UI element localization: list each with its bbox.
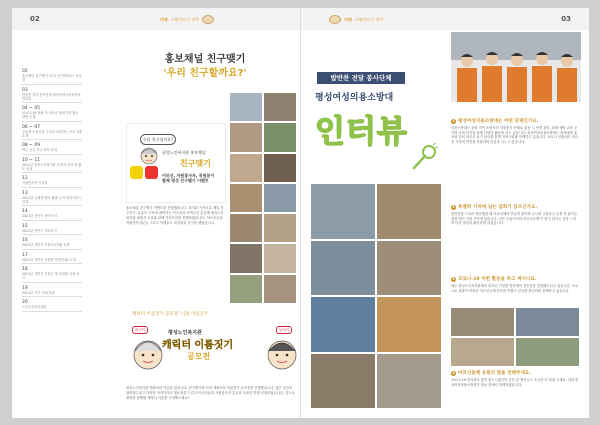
toc-title: 2021년 평성노인복지관 후원자 감사 및 활동 안내 — [22, 162, 82, 171]
photo — [311, 184, 375, 239]
photo — [311, 354, 375, 409]
toc-item[interactable] — [22, 157, 82, 174]
toc-title: 2021년 상반기 후원자(단체) 소개 — [22, 243, 70, 247]
toc-number: 19 — [22, 285, 28, 291]
toc-number: 03 — [22, 87, 28, 93]
speech-bubble: 우리 친구할까요? — [140, 134, 176, 145]
photo — [230, 123, 262, 151]
qa-question — [451, 118, 579, 124]
toc-number: 04 ~ 05 — [22, 106, 41, 111]
contest-question: 캐릭터 이름짓기 공모전 '너의 이름은?' — [132, 312, 208, 317]
toc-item[interactable] — [22, 105, 82, 122]
toc-item[interactable] — [22, 266, 82, 283]
interview-subtitle: 평성여성의용소방대 — [315, 93, 394, 103]
qa-item-1 — [451, 118, 579, 144]
photo — [230, 275, 262, 303]
toc-title: 2021년 기부 사례 알림 — [22, 290, 55, 295]
photo — [264, 275, 296, 303]
photo — [264, 154, 296, 182]
question-number-icon: 4 — [452, 370, 455, 375]
toc-number: 06 ~ 07 — [22, 124, 41, 130]
toc-number: 20 — [22, 300, 28, 305]
grandma-illustration-icon — [136, 146, 162, 166]
toc-title: 2021년 상반기 자원봉사자(단체) 소개 — [22, 257, 76, 262]
interview-big-title: 인터뷰 — [315, 114, 408, 150]
toc-number: 14 — [22, 209, 28, 214]
page-number: 02 — [30, 15, 40, 23]
poster-main-title: 친구맺기 — [180, 159, 211, 168]
photo — [230, 93, 262, 121]
headline-2: '우리 친구할까요?' — [163, 68, 247, 79]
question-text: 어르신들께 응원의 말을 전해주세요. — [458, 371, 532, 376]
contest-subtitle: 공모전 — [187, 352, 211, 361]
toc-number: 15 — [22, 223, 28, 229]
brand-name: 스윙어르신 전략 — [170, 16, 199, 22]
toc-number: 17 — [22, 252, 28, 258]
question-number-icon: 2 — [452, 204, 455, 209]
toc-item[interactable] — [22, 68, 82, 85]
toc-title: 밥반찬 전달 봉사단체 평성여성의용소방대 인터뷰 — [22, 92, 81, 101]
photo-grid-3 — [451, 308, 579, 366]
toc-item[interactable] — [22, 142, 82, 155]
toc-number: 12 — [22, 176, 28, 181]
toc-number: 18 — [22, 267, 28, 272]
toc-number: 16 — [22, 238, 28, 243]
toc-title: 바른 공감 모니 정보 안내 — [22, 148, 57, 152]
poster-subtitle — [162, 173, 214, 183]
brand-prefix: 미래 — [344, 16, 352, 22]
toc-item[interactable] — [22, 252, 82, 265]
photo — [516, 308, 579, 336]
toc-item[interactable] — [22, 87, 82, 104]
photo-grid-1 — [230, 93, 296, 303]
right-header — [301, 8, 589, 30]
toc-title: 2021년 나에게 찾아 봐줄 우리 복지서비스 안내 — [22, 195, 82, 204]
headline-1: 홍보채널 친구맺기 — [164, 54, 246, 65]
toc-item[interactable] — [22, 223, 82, 236]
toc-title: 2021년 하반기 미리보기 — [22, 228, 57, 233]
qa-item-2 — [451, 204, 579, 226]
character-tag-right: 남성이 — [276, 326, 292, 334]
kakao-icon — [130, 166, 143, 179]
brand-logo-icon — [202, 15, 214, 24]
toc-title: 코로나-19 상황 속 어르신 돌봄기관 활동 탐방 소개 — [22, 111, 79, 119]
body-text-2: 평성노인복지관 캐릭터의 이름을 찾습니다. 친구맺기에 이어 캐릭터의 이름짓기 공모전을 진행했습니다. 많은 분들이 참여해주셨고 다양한 아이디어로 행운권을 드리고 어르신들과 자원봉사자 분들과 투표를 통해 선정되었습니다. 앞으로 평성을 함께할 캐릭터 이름을 기대해주세요! — [126, 386, 295, 400]
photo — [230, 154, 262, 182]
toc-title: 2021년 상반기 돌아보기 — [22, 214, 57, 218]
brand-label — [160, 15, 214, 24]
toc-title: 자원봉사자 인터뷰 — [22, 181, 48, 185]
question-number-icon: 3 — [452, 276, 455, 281]
qa-answer: 의용소방대는 관할 지역 소방서의 자원봉사 단체로 출동 시 안전 관리, 화재 예방 교육 등 지역 사회 안전을 위해 다양한 활동을 하고 있습니다. 평성여성의용소방대는 화재예방 홍보와 지역 어르신 돕기 봉사를 통해 지역사회와 함께하고 있습니다. 코로나 상황에도 어르신 가정에 반찬을 전달하며 마음을 나누고 있습니다. — [451, 126, 579, 144]
toc-title: 2021년 상반기 후원금 및 후원품 사용 보고 — [22, 272, 80, 280]
photo — [264, 214, 296, 242]
photo-grid-2 — [311, 184, 441, 408]
toc-title: 공동체 소통마을 주민과 소통하는 프로그램 소개 — [22, 129, 82, 138]
page-number: 03 — [561, 15, 571, 23]
poster-heading: 평성노인복지관 홍보채널 — [162, 150, 206, 155]
brand-prefix: 미래 — [159, 16, 168, 22]
left-header — [12, 8, 300, 30]
photo — [264, 123, 296, 151]
brand-label — [329, 15, 383, 24]
qa-answer: 코로나-19 장기화로 많이 힘드시겠지만 건강 잘 챙기시고 조금만 더 힘내 주세요. 저희 평성여성의용소방대가 항상 곁에서 함께하겠습니다. — [451, 378, 579, 387]
toc-item[interactable] — [22, 175, 82, 188]
brand-logo-icon — [329, 15, 341, 24]
contest-title: 캐릭터 이름짓기 — [162, 340, 234, 351]
photo — [264, 93, 296, 121]
toc-number: 10 ~ 11 — [22, 157, 41, 163]
contest-org: 평성노인복지관 — [168, 330, 202, 336]
contest-banner — [130, 323, 300, 381]
group-photo — [451, 32, 581, 102]
photo — [230, 214, 262, 242]
toc-title: 노인주간보호센터 — [22, 305, 47, 309]
toc-number: 13 — [22, 190, 28, 196]
toc-item[interactable] — [22, 208, 82, 221]
photo — [516, 338, 579, 366]
poster-sub-line-2: 함께 평성 친구맺기 이벤트 — [162, 178, 209, 183]
microphone-icon — [409, 143, 439, 173]
right-page — [301, 8, 589, 418]
qa-question — [451, 370, 579, 376]
photo — [311, 241, 375, 296]
photo — [377, 297, 441, 352]
toc-item[interactable] — [22, 299, 82, 312]
qa-answer: 밑반찬을 드리러 방문했을 때 어르신께서 반갑게 맞이해 주시며 고맙다고 손을 꼭 잡아주셨을 때가 가장 기억에 남습니다. 작은 도움이지만 어르신들께 큰 힘이 된다는 것을 느끼며 더욱 열심히 활동하게 되었습니다. — [451, 212, 578, 226]
photo — [264, 244, 296, 272]
photo — [377, 241, 441, 296]
interview-ribbon: 밥반찬 전달 봉사단체 — [317, 72, 405, 84]
social-icons — [130, 166, 160, 196]
question-number-icon: 1 — [452, 118, 455, 123]
question-text: 특별히 기억에 남는 일화가 있으신가요. — [458, 205, 538, 210]
brand-name: 스윙어르신 전략 — [354, 16, 384, 22]
photo — [377, 354, 441, 409]
toc-number: 02 — [22, 69, 28, 74]
toc-item[interactable] — [22, 124, 82, 141]
poster-sub-line-1: 어르신, 자원봉사자, 직원분이 — [162, 173, 215, 178]
toc-item[interactable] — [22, 285, 82, 298]
left-page — [12, 8, 300, 418]
toc-number: 08 ~ 09 — [22, 143, 41, 148]
table-of-contents — [22, 68, 82, 314]
qa-question — [451, 204, 579, 210]
toc-item[interactable] — [22, 190, 82, 207]
photo — [377, 184, 441, 239]
qa-item-4 — [451, 370, 579, 387]
question-text: 평성여성의용소방대는 어떤 단체인가요. — [458, 119, 539, 124]
group-photo-image — [451, 32, 581, 102]
question-text: 코로나-19 어떤 활동을 하고 계시나요. — [458, 277, 537, 282]
qa-question — [451, 276, 579, 282]
photo — [230, 244, 262, 272]
photo — [451, 308, 514, 336]
photo — [264, 184, 296, 212]
photo — [451, 338, 514, 366]
qa-answer: 매주 평성노인복지관에서 어르신 가정을 방문해서 밑반찬을 전달해드리고 있습니다. 코로나로 외출이 어려운 어르신들께 안부를 여쭙고 건강을 확인하며 함께하고 있습니다. — [451, 284, 579, 293]
photo — [230, 184, 262, 212]
youtube-icon — [145, 166, 158, 179]
qa-item-3 — [451, 276, 579, 293]
character-tag-left: 평성이 — [132, 326, 148, 334]
body-text-1: 홍보채널 친구맺기 이벤트를 진행했습니다. 복지관 카카오톡 채널 친구추가, 유튜브 구독에 참여하는 어르신과 지역주민 분들께 평성노인복지관 메세지 오리와 함께 기념사진을 진행하였습니다. 어르신들과 자원봉사자분들 그리고 학생분도 복지관과 친구를 맺었습니다. — [126, 206, 224, 225]
toc-title: 홍보채널 친구맺기 '우리 친구할까요?' 공모전 — [22, 74, 82, 82]
photo — [311, 297, 375, 352]
toc-item[interactable] — [22, 237, 82, 250]
